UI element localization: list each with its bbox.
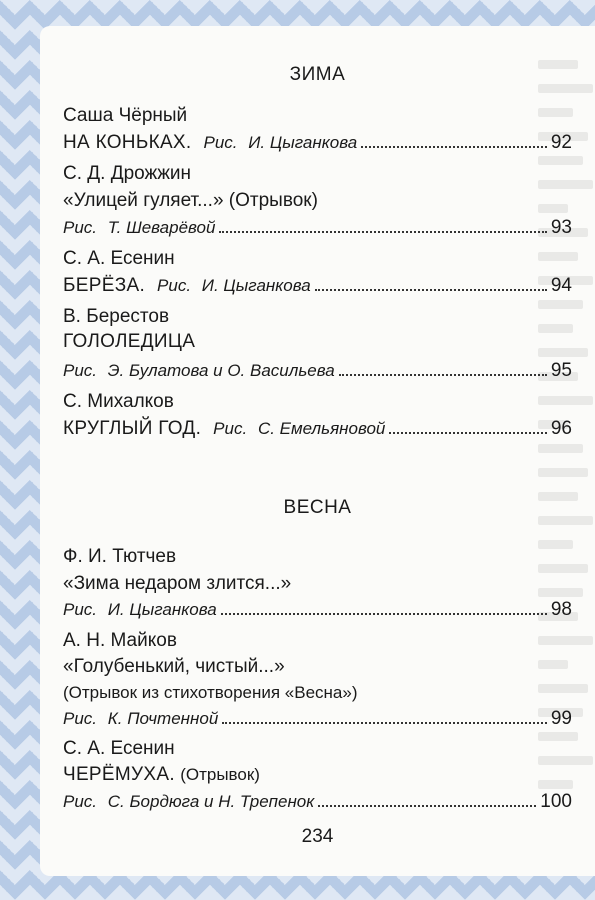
entry-note: (Отрывок из стихотворения «Весна») [63, 683, 358, 702]
illustrator-credit: Рис. К. Почтенной [63, 709, 219, 728]
leader-dots [219, 231, 546, 233]
toc-entry[interactable] [63, 275, 572, 297]
entry-author: С. Д. Дрожжин [63, 163, 192, 184]
toc-entry[interactable] [63, 360, 572, 382]
page-ref: 93 [550, 217, 572, 238]
entry-author: С. А. Есенин [63, 738, 175, 759]
entry-title-line [63, 764, 260, 786]
page-ref: 95 [550, 360, 572, 381]
leader-dots [221, 613, 547, 615]
entry-title: «Зима недаром злится...» [63, 573, 292, 594]
toc-entry[interactable] [63, 599, 572, 621]
bleed-through-text [530, 60, 595, 820]
entry-title: «Улицей гуляет...» (Отрывок) [63, 190, 318, 211]
toc-entry[interactable] [63, 132, 572, 154]
leader-dots [361, 146, 547, 148]
entry-author: А. Н. Майков [63, 630, 177, 651]
entry-title: ЧЕРЁМУХА. [63, 764, 175, 785]
page-ref: 99 [550, 708, 572, 729]
leader-dots [315, 289, 547, 291]
entry-title: «Голубенький, чистый...» [63, 656, 285, 677]
illustrator-credit: Рис. И. Цыганкова [157, 276, 311, 295]
entry-author: Ф. И. Тютчев [63, 546, 177, 567]
entry-author: Саша Чёрный [63, 105, 188, 126]
entry-title: НА КОНЬКАХ. [63, 132, 192, 153]
leader-dots [339, 374, 547, 376]
leader-dots [222, 722, 547, 724]
entry-title: БЕРЁЗА. [63, 275, 146, 296]
section-title-winter: ЗИМА [289, 64, 346, 85]
toc-entry[interactable] [63, 708, 572, 730]
entry-author: С. Михалков [63, 391, 174, 412]
toc-entry[interactable] [63, 217, 572, 239]
entry-note: (Отрывок) [180, 765, 260, 784]
entry-author: В. Берестов [63, 306, 170, 327]
section-title-spring: ВЕСНА [283, 497, 352, 518]
page-ref: 100 [540, 791, 572, 812]
page-ref: 94 [550, 275, 572, 296]
entry-author: С. А. Есенин [63, 248, 175, 269]
toc-entry[interactable] [63, 791, 572, 813]
leader-dots [389, 432, 546, 434]
page-ref: 92 [550, 132, 572, 153]
toc-entry[interactable] [63, 418, 572, 440]
illustrator-credit: Рис. И. Цыганкова [203, 133, 358, 152]
entry-title: ГОЛОЛЕДИЦА [63, 331, 196, 352]
page-number: 234 [301, 826, 334, 847]
illustrator-credit: Рис. Э. Булатова и О. Васильева [63, 361, 335, 380]
illustrator-credit: Рис. Т. Шеварёвой [63, 218, 216, 237]
page-ref: 96 [550, 418, 572, 439]
illustrator-credit: Рис. С. Бордюга и Н. Трепенок [63, 792, 315, 811]
page-ref: 98 [550, 599, 572, 620]
leader-dots [318, 805, 536, 807]
entry-title: КРУГЛЫЙ ГОД. [63, 418, 202, 439]
illustrator-credit: Рис. С. Емельяновой [213, 419, 386, 438]
illustrator-credit: Рис. И. Цыганкова [63, 600, 217, 619]
